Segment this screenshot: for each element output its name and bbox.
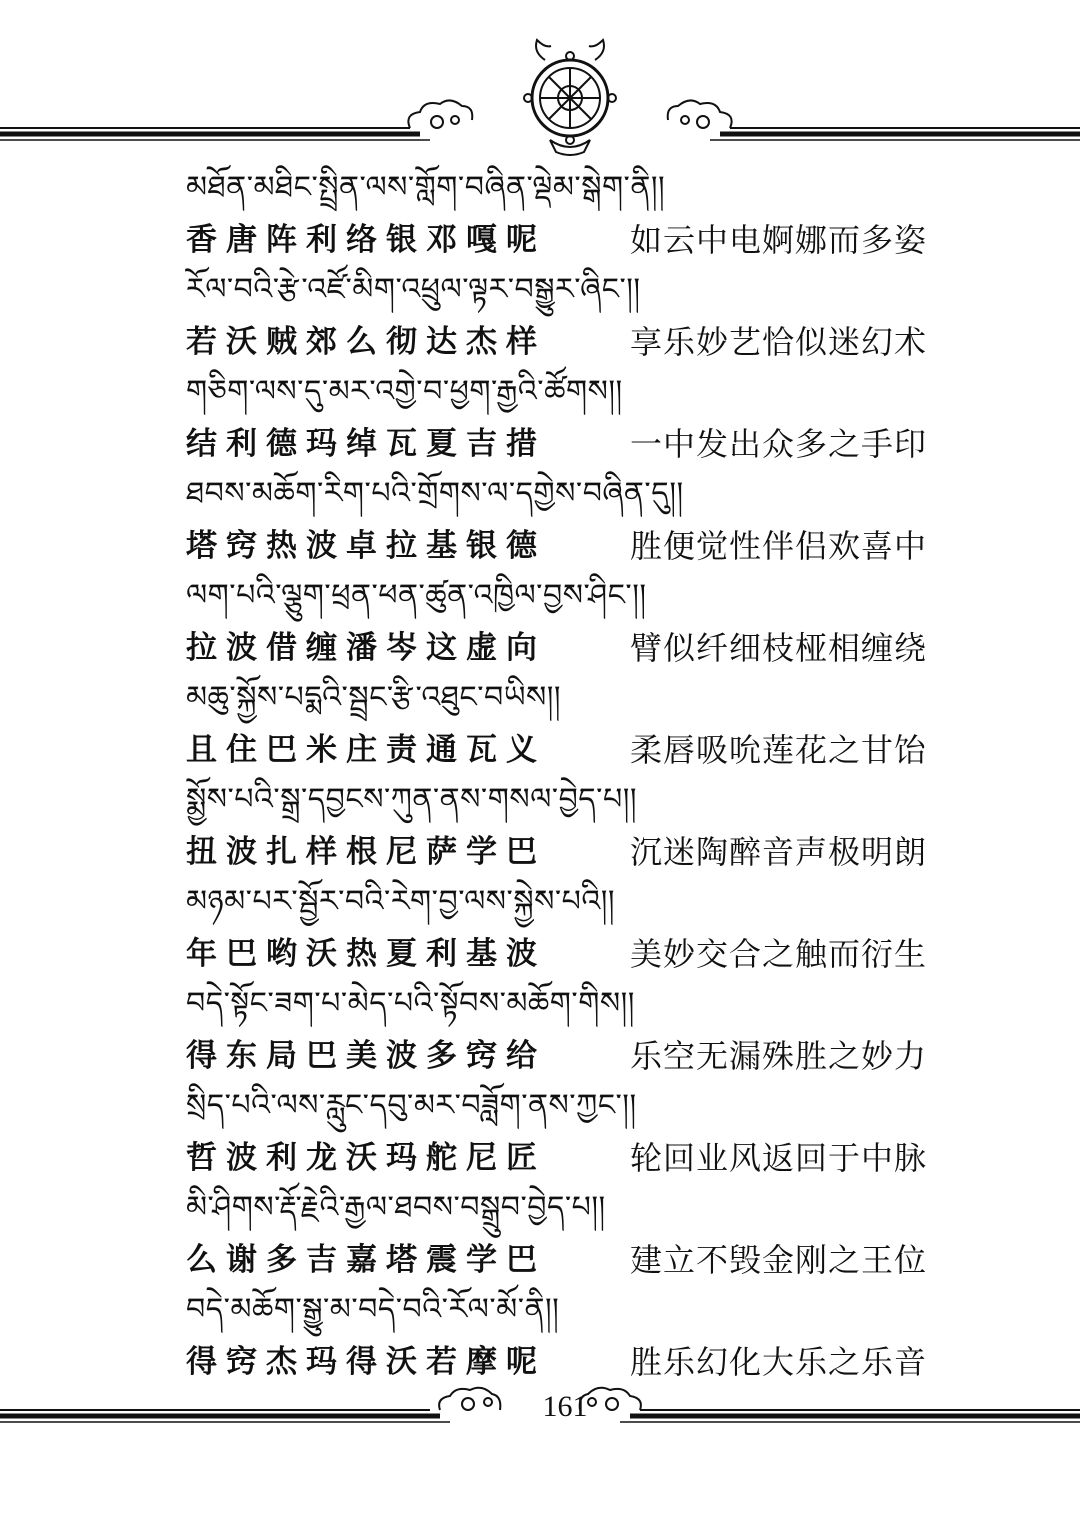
verse-list [186, 160, 946, 1384]
verse-pair [186, 976, 946, 1180]
tibetan-line: མི་ཤིགས་རྡོ་རྗེའི་རྒྱལ་ཐབས་བསྒྲུབ་བྱེད་པ།། [186, 1190, 606, 1225]
chinese-translation: 乐空无漏殊胜之妙力 [630, 1037, 928, 1075]
transliteration-line: 若沃贼郊么彻达杰样 [186, 324, 546, 360]
bottom-left-cloud-icon [439, 1388, 500, 1410]
transliteration-line: 么谢多吉嘉塔震学巴 [186, 1242, 546, 1278]
chinese-translation: 沉迷陶醉音声极明朗 [630, 833, 928, 871]
left-rule [0, 128, 430, 140]
chinese-translation: 臂似纤细枝桠相缠绕 [630, 629, 928, 667]
verse-pair [186, 364, 946, 568]
tibetan-line: ཐབས་མཆོག་རིག་པའི་གྲོགས་ལ་དགྱེས་བཞིན་དུ།། [186, 476, 684, 511]
transliteration-line: 扭波扎样根尼萨学巴 [186, 834, 546, 870]
tibetan-line: མཉམ་པར་སྦྱོར་བའི་རེག་བྱ་ལས་སྐྱེས་པའི།། [186, 884, 616, 919]
tibetan-line: སྲིད་པའི་ལས་རླུང་དབུ་མར་བཟློག་ནས་ཀྱང་།། [186, 1088, 637, 1123]
bottom-left-rule [0, 1410, 450, 1422]
tibetan-line: བདེ་མཆོག་སྒྱུ་མ་བདེ་བའི་རོལ་མོ་ནི།། [186, 1292, 560, 1327]
tibetan-line: ལག་པའི་ལྕུག་ཕྲན་ཕན་ཚུན་འཁྱིལ་བྱས་ཤིང་།། [186, 578, 647, 613]
chinese-translation: 轮回业风返回于中脉 [630, 1139, 928, 1177]
chinese-translation: 建立不毁金刚之王位 [630, 1241, 928, 1279]
transliteration-line: 得东局巴美波多窍给 [186, 1038, 546, 1074]
transliteration-line: 拉波借缠潘岑这虚向 [186, 630, 546, 666]
dharma-wheel-icon [524, 40, 616, 155]
tibetan-line: བདེ་སྟོང་ཟག་པ་མེད་པའི་སྟོབས་མཆོག་གིས།། [186, 986, 635, 1021]
chinese-translation: 胜便觉性伴侣欢喜中 [630, 527, 928, 565]
chinese-translation: 享乐妙艺恰似迷幻术 [630, 323, 928, 361]
tibetan-line: རོལ་བའི་རྩེ་འཛོ་མིག་འཕྲུལ་ལྟར་བསྒྱུར་ཞིང་།། [186, 272, 641, 307]
transliteration-line: 且住巴米庄责通瓦义 [186, 732, 546, 768]
chinese-translation: 美妙交合之触而衍生 [630, 935, 928, 973]
right-rule [710, 128, 1080, 140]
tibetan-line: མཐོན་མཐིང་སྤྲིན་ལས་གློག་བཞིན་ལྡེམ་སྒེག་ནི།། [186, 170, 666, 205]
right-cloud-icon [668, 100, 732, 128]
transliteration-line: 哲波利龙沃玛舵尼匠 [186, 1140, 546, 1176]
chinese-translation: 一中发出众多之手印 [630, 425, 928, 463]
chinese-translation: 如云中电婀娜而多姿 [630, 221, 928, 259]
verse-pair [186, 772, 946, 976]
chinese-translation: 柔唇吸吮莲花之甘饴 [630, 731, 928, 769]
transliteration-line: 结利德玛绰瓦夏吉措 [186, 426, 546, 462]
transliteration-line: 香唐阵利络银邓嘎呢 [186, 222, 546, 258]
transliteration-line: 年巴哟沃热夏利基波 [186, 936, 546, 972]
chinese-translation: 胜乐幻化大乐之乐音 [630, 1343, 928, 1381]
verse-pair [186, 568, 946, 772]
transliteration-line: 塔窍热波卓拉基银德 [186, 528, 546, 564]
top-ornament [0, 0, 1080, 160]
tibetan-line: སྨྱོས་པའི་སྒྲ་དབྱངས་ཀུན་ནས་གསལ་བྱེད་པ།། [186, 782, 638, 817]
left-cloud-icon [408, 100, 472, 128]
page-number: 161 [542, 1390, 588, 1423]
tibetan-line: གཅིག་ལས་དུ་མར་འགྱེ་བ་ཕྱག་རྒྱའི་ཚོགས།། [186, 374, 623, 409]
transliteration-line: 得窍杰玛得沃若摩呢 [186, 1344, 546, 1380]
verse-pair [186, 160, 946, 364]
tibetan-line: མཆུ་སྐྱོས་པདྨའི་སྦྲང་རྩི་འཐུང་བཡིས།། [186, 680, 562, 715]
verse-pair [186, 1180, 946, 1384]
bottom-right-rule [620, 1410, 1080, 1422]
